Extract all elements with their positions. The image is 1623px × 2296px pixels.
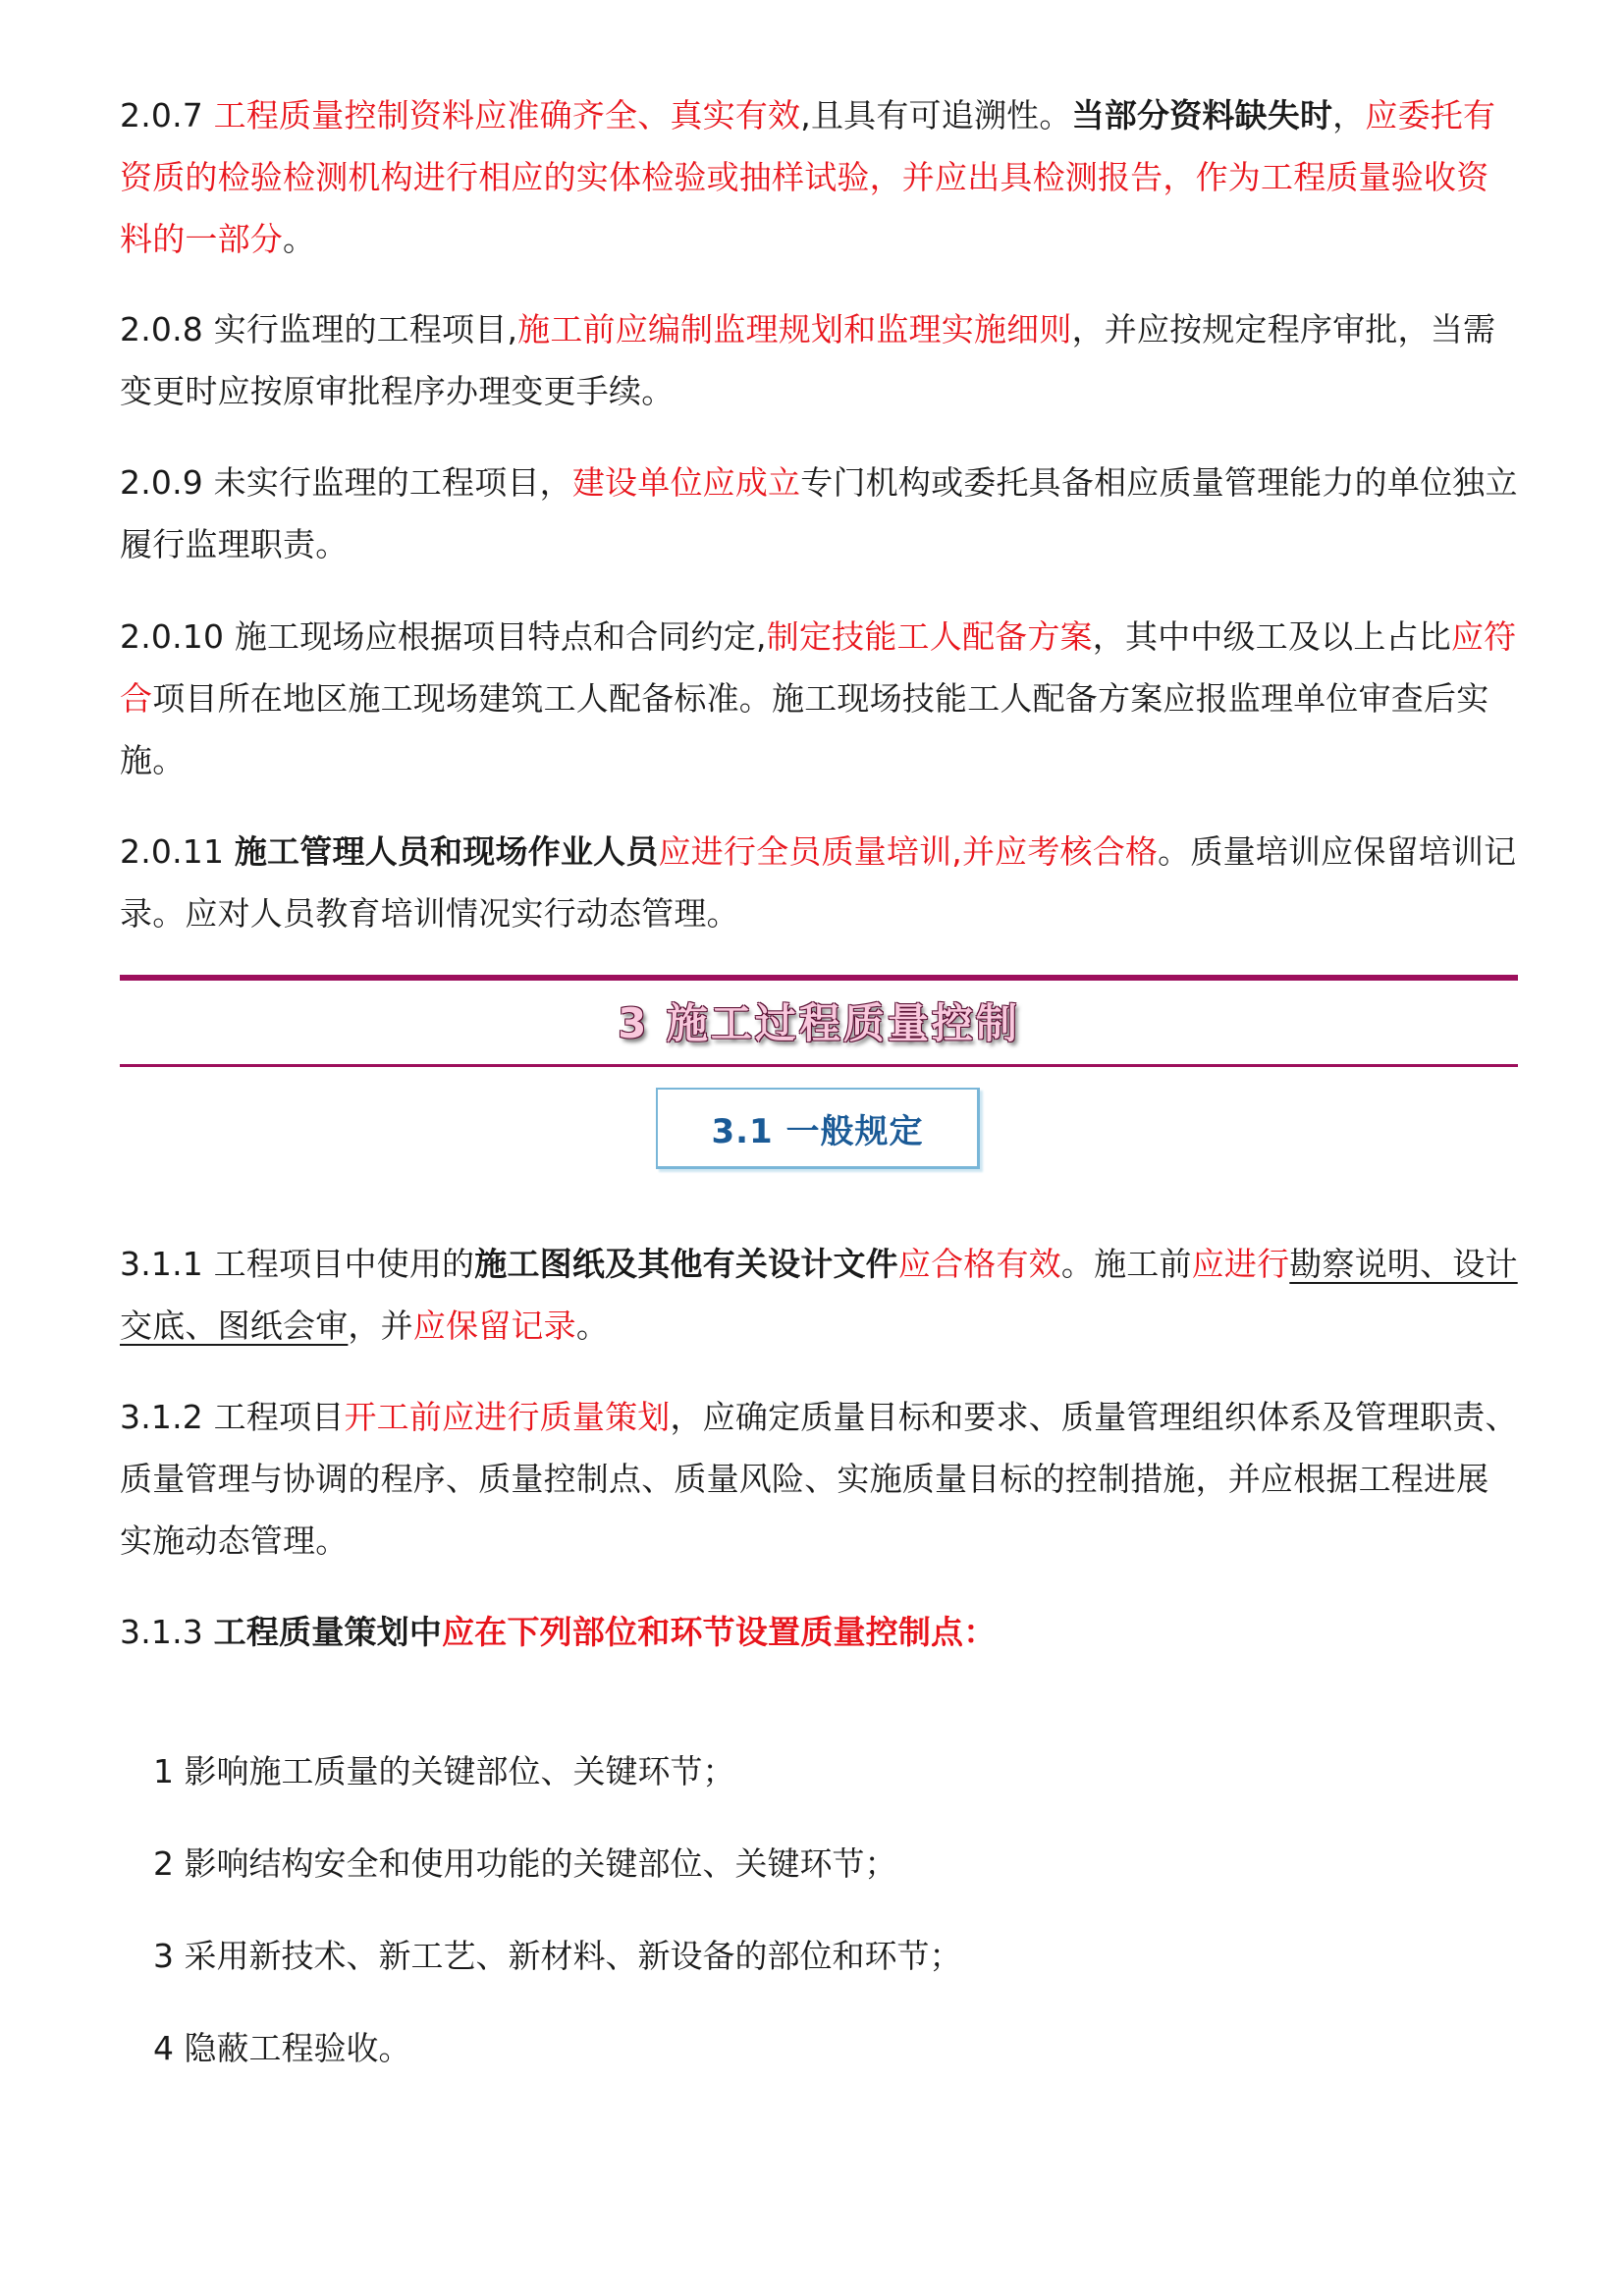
- clause-number: 2.0.7: [120, 96, 214, 134]
- highlight-bold-text: 应在下列部位和环节设置质量控制点：: [442, 1613, 997, 1651]
- body-text: ，应确定质量目标和要求、质量管理组织体系及管理职责、质量管理与协调的程序、质量控制点、质量风险、实施质量目标的控制措施，并应根据工程进展实施动态管理。: [120, 1398, 1518, 1560]
- body-text: 施工现场应根据项目特点和合同约定,: [234, 617, 767, 656]
- body-text: 专门机构或委托具备相应质量管理能力的单位独立履行监理职责。: [120, 463, 1518, 563]
- clause-2-0-11: [120, 821, 1518, 944]
- list-item: 3 采用新技术、新工艺、新材料、新设备的部位和环节；: [153, 1937, 962, 1975]
- bold-text: 当部分资料缺失时: [1071, 96, 1333, 134]
- chapter-rule-top: [120, 975, 1518, 981]
- clause-3-1-2: [120, 1386, 1518, 1572]
- clause-number: 3.1.2: [120, 1398, 214, 1436]
- clause-number: 2.0.11: [120, 832, 235, 871]
- clause-number: 2.0.9: [120, 463, 214, 502]
- clause-2-0-9: [120, 452, 1518, 575]
- body-text: 工程项目: [213, 1398, 345, 1436]
- body-text: ，: [1332, 96, 1366, 134]
- underlined-text: 勘察说明、设计交底、图纸会审: [120, 1245, 1518, 1345]
- bold-text: 施工图纸及其他有关设计文件: [474, 1245, 898, 1283]
- body-text: ，其中中级工及以上占比: [1092, 617, 1451, 656]
- body-text: 。: [283, 220, 316, 258]
- clause-number: 3.1.3: [120, 1613, 214, 1651]
- body-text: ,且具有可追溯性。: [800, 96, 1072, 134]
- body-text: 工程项目中使用的: [213, 1245, 475, 1283]
- highlight-text: 应符合: [120, 617, 1517, 718]
- section-title-box: [656, 1088, 980, 1169]
- clause-2-0-7: [120, 84, 1518, 270]
- body-text: 实行监理的工程项目,: [213, 310, 518, 348]
- list-item: 2 影响结构安全和使用功能的关键部位、关键环节；: [153, 1844, 897, 1883]
- clause-number: 2.0.10: [120, 617, 235, 656]
- bold-text: 施工管理人员和现场作业人员: [234, 832, 659, 871]
- body-text: 未实行监理的工程项目，: [213, 463, 572, 502]
- highlight-text: 应保留记录: [412, 1307, 576, 1345]
- highlight-text: 应合格有效: [897, 1245, 1061, 1283]
- clause-2-0-8: [120, 298, 1518, 422]
- highlight-text: 应进行全员质量培训,并应考核合格: [658, 832, 1159, 871]
- clause-3-1-1: [120, 1233, 1518, 1357]
- clause-3-1-3: [120, 1601, 1518, 1663]
- body-text: 项目所在地区施工现场建筑工人配备标准。施工现场技能工人配备方案应报监理单位审查后实施。: [120, 679, 1489, 779]
- body-text: ，并应按规定程序审批，当需变更时应按原审批程序办理变更手续。: [120, 310, 1496, 410]
- clause-number: 2.0.8: [120, 310, 214, 348]
- list-item: 4 隐蔽工程验收。: [153, 2029, 411, 2067]
- bold-text: 工程质量策划中: [213, 1613, 443, 1651]
- body-text: 。施工前: [1060, 1245, 1192, 1283]
- highlight-text: 应进行: [1191, 1245, 1290, 1283]
- highlight-text: 制定技能工人配备方案: [766, 617, 1093, 656]
- clause-number: 3.1.1: [120, 1245, 214, 1283]
- highlight-text: 应委托有资质的检验检测机构进行相应的实体检验或抽样试验，并应出具检测报告，作为工程质量验收资料的一部分: [120, 96, 1496, 258]
- body-text: 。: [575, 1307, 610, 1345]
- highlight-text: 工程质量控制资料应准确齐全、真实有效: [213, 96, 801, 134]
- section-title: 3.1 一般规定: [711, 1111, 924, 1151]
- highlight-text: 施工前应编制监理规划和监理实施细则: [517, 310, 1072, 348]
- chapter-rule-bottom: [120, 1064, 1518, 1067]
- highlight-text: 建设单位应成立: [571, 463, 801, 502]
- clause-2-0-10: [120, 606, 1518, 791]
- body-text: 。质量培训应保留培训记录。应对人员教育培训情况实行动态管理。: [120, 832, 1517, 933]
- highlight-text: 开工前应进行质量策划: [344, 1398, 671, 1436]
- chapter-title: 3 施工过程质量控制: [618, 999, 1020, 1047]
- body-text: ，并: [348, 1307, 413, 1345]
- list-item: 1 影响施工质量的关键部位、关键环节；: [153, 1752, 735, 1790]
